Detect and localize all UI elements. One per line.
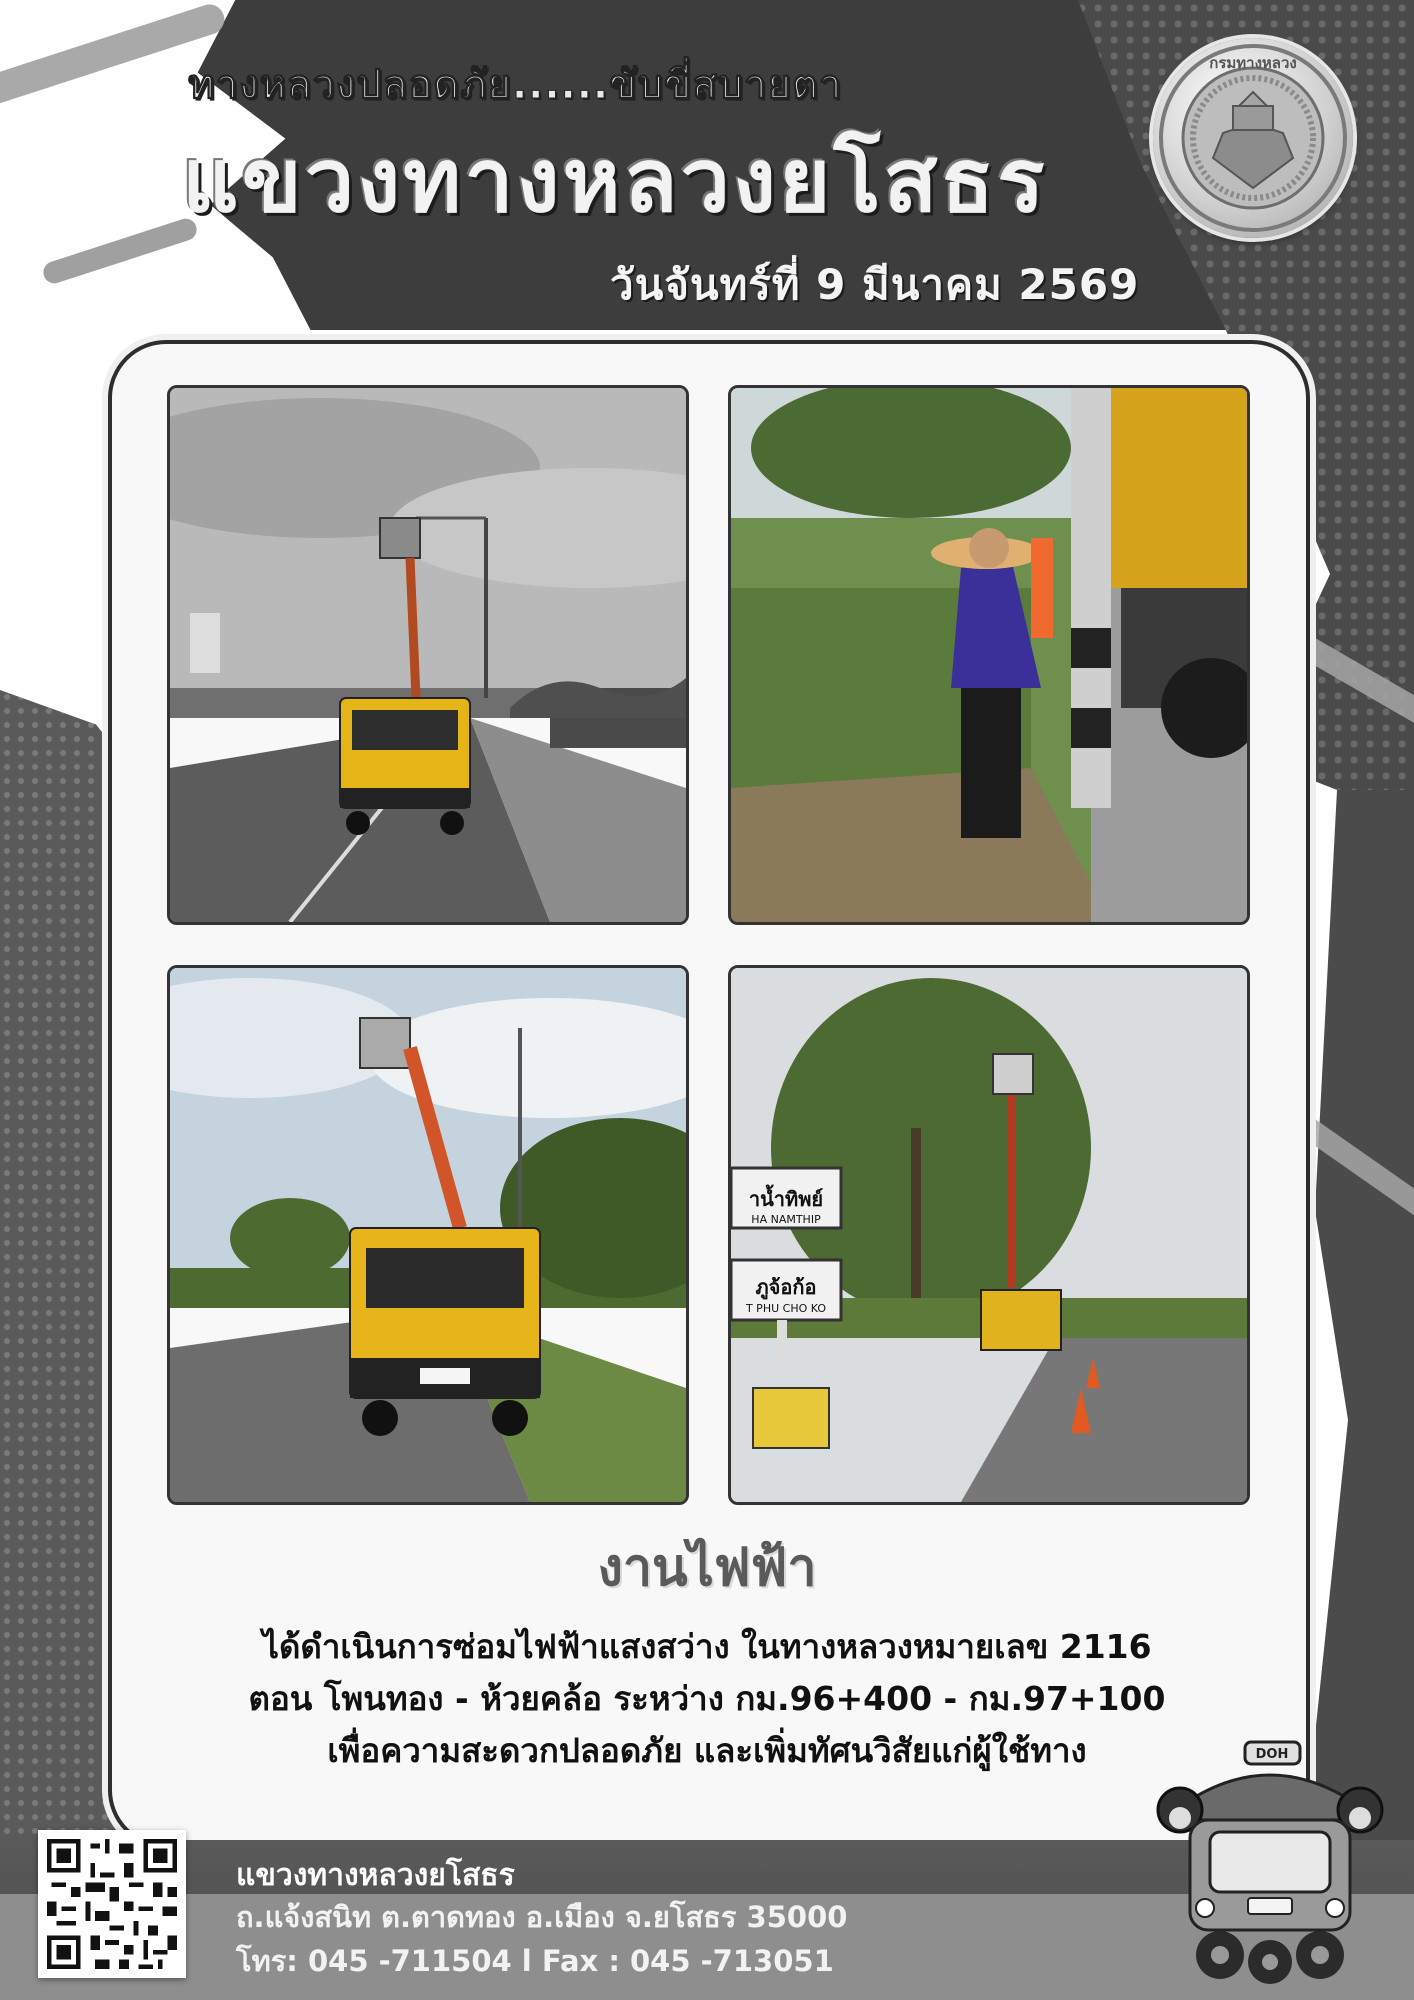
- photo-1: [167, 385, 689, 925]
- footer-phone: โทร: 045 -711504 l Fax : 045 -713051: [236, 1944, 834, 1978]
- slogan: ทางหลวงปลอดภัย......ขับขี่สบายตา: [188, 62, 843, 108]
- date-label: วันจันทร์ที่ 9 มีนาคม 2569: [610, 260, 1140, 309]
- qr-code[interactable]: [38, 1830, 186, 1978]
- section-title: งานไฟฟ้า: [597, 1538, 817, 1598]
- description-line: ได้ดำเนินการซ่อมไฟฟ้าแสงสว่าง ในทางหลวงหมายเลข 2116: [262, 1627, 1152, 1666]
- footer-address: ถ.แจ้งสนิท ต.ตาดทอง อ.เมือง จ.ยโสธร 35000: [236, 1900, 848, 1934]
- brush-stroke: [41, 216, 200, 286]
- mascot-tag: DOH: [1255, 1747, 1289, 1762]
- sign-text-en: T PHU CHO KO: [745, 1302, 827, 1315]
- sign-text-en: HA NAMTHIP: [751, 1213, 821, 1226]
- footer-office-name: แขวงทางหลวงยโสธร: [236, 1858, 515, 1893]
- photo-2: [728, 385, 1250, 925]
- page-title: แขวงทางหลวงยโสธร: [182, 129, 1048, 232]
- description-line: เพื่อความสะดวกปลอดภัย และเพิ่มทัศนวิสัยแก่ผู้ใช้ทาง: [327, 1731, 1087, 1770]
- seal-text: กรมทางหลวง: [1209, 54, 1297, 72]
- photo-3: [167, 965, 689, 1505]
- sign-text-th: ภูจ้อก้อ: [755, 1275, 817, 1299]
- sign-text-th: าน้ำทิพย์: [748, 1187, 824, 1211]
- photo-4: [728, 965, 1250, 1505]
- department-seal-logo: [1153, 38, 1353, 238]
- description-line: ตอน โพนทอง - ห้วยคล้อ ระหว่าง กม.96+400 - กม.97+100: [248, 1679, 1166, 1718]
- tuk-tuk-mascot: [1150, 1740, 1390, 1990]
